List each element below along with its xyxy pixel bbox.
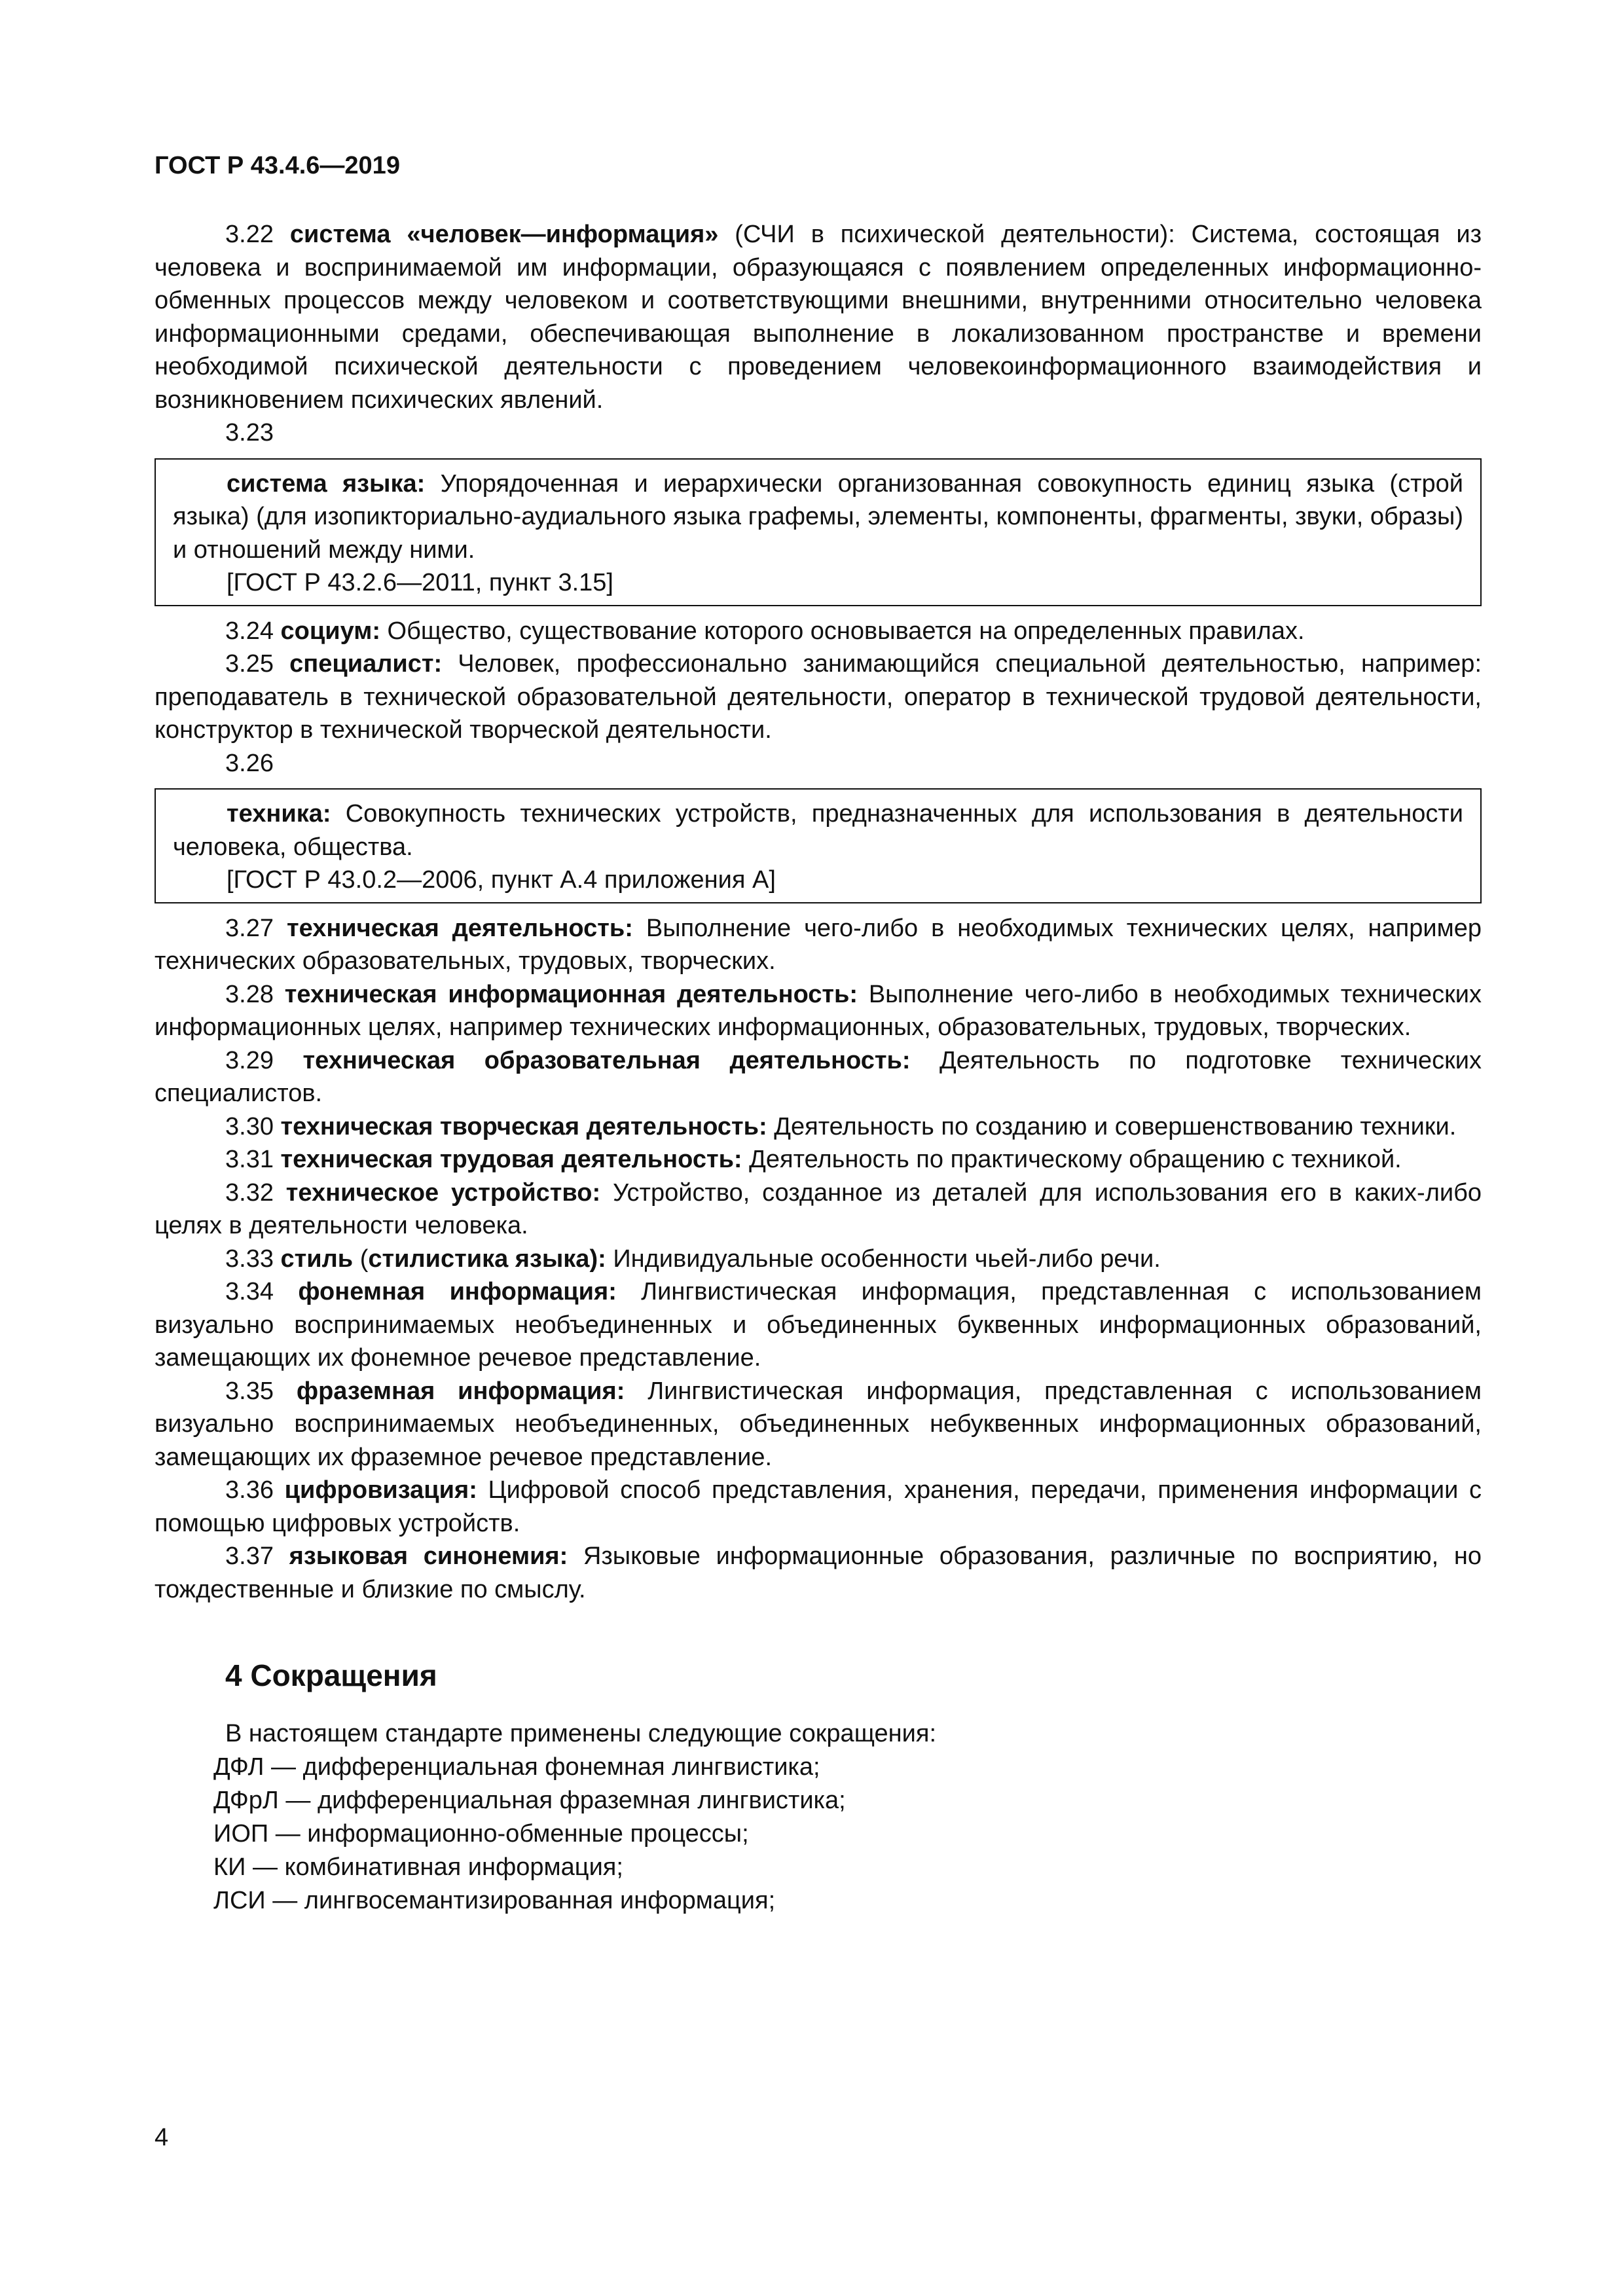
definition-term: фонемная информация:: [298, 1278, 617, 1305]
definition-term: специалист:: [289, 650, 443, 678]
definition-3-31: [155, 1143, 1482, 1176]
definition-3-29: [155, 1044, 1482, 1110]
abbreviation-item: ЛСИ — лингвосемантизированная информация;: [213, 1887, 776, 1914]
definition-3-34: [155, 1275, 1482, 1375]
abbreviations-intro: В настоящем стандарте применены следующие сокращения:: [225, 1720, 937, 1747]
definition-text: Совокупность технических устройств, предназначенных для использования в деятельности человека, общества.: [173, 800, 1463, 861]
definition-text: Упорядоченная и иерархически организованная совокупность единиц языка (строй языка) (для изопиктoриально-аудиального языка графемы, элементы, компоненты, фрагменты, звуки, образы) и отношений между ними.: [173, 469, 1463, 564]
definition-3-25: [155, 647, 1482, 747]
definition-number-3-26: 3.26: [225, 749, 274, 777]
definition-3-36: [155, 1474, 1482, 1540]
definition-3-35: [155, 1375, 1482, 1474]
definition-number: 3.34: [225, 1278, 274, 1305]
definition-text: Языковые информационные образования, различные по восприятию, но тождественные и близкие по смыслу.: [155, 1542, 1482, 1603]
definition-3-26-box: [155, 788, 1482, 903]
definition-text: Деятельность по подготовке технических специалистов.: [155, 1046, 1482, 1107]
section-4-title: 4 Сокращения: [225, 1658, 437, 1692]
page-number: 4: [155, 2124, 169, 2151]
definition-number: 3.27: [225, 914, 274, 942]
definition-term: цифровизация:: [284, 1476, 477, 1504]
definition-text: Деятельность по практическому обращению с техникой.: [742, 1146, 1402, 1173]
definition-number: 3.32: [225, 1178, 274, 1207]
definition-text: Человек, профессионально занимающийся специальной деятельностью, например: преподаватель в технической образовательной деятельности, оператор в технической трудовой деятельности, конструктор в технической творческой деятельности.: [155, 650, 1482, 744]
definition-number: 3.31: [225, 1146, 274, 1173]
document-page: [155, 0, 1482, 2296]
definition-text: Лингвистическая информация, представленная с использованием визуально воспринимаемых необъединенных, объединенных небуквенных информационных образований, замещающих их фраземное речевое представление.: [155, 1377, 1482, 1471]
definition-text: Цифровой способ представления, хранения, передачи, применения информации с помощью цифровых устройств.: [155, 1476, 1482, 1537]
definition-3-30: [155, 1110, 1482, 1144]
definition-3-27: [155, 912, 1482, 978]
abbreviation-item: ДФЛ — дифференциальная фонемная лингвистика;: [213, 1753, 820, 1781]
abbreviations-list: [155, 1751, 1482, 1918]
definition-number: 3.37: [225, 1542, 274, 1570]
definition-text: Выполнение чего-либо в необходимых технических информационных целях, например технических информационных, образовательных, трудовых, творческих.: [155, 980, 1482, 1041]
definition-3-23: [173, 467, 1463, 567]
definition-number: 3.25: [225, 650, 274, 678]
abbreviation-item: ДФрЛ — дифференциальная фраземная лингвистика;: [213, 1787, 846, 1814]
definition-term: языковая синонемия:: [289, 1542, 568, 1570]
standard-code-header: ГОСТ Р 43.4.6—2019: [155, 152, 400, 179]
definition-text: Устройство, созданное из деталей для использования его в каких-либо целях в деятельности человека.: [155, 1178, 1482, 1239]
definition-number-3-23: 3.23: [225, 419, 274, 446]
definition-3-26: [173, 797, 1463, 864]
definition-reference: [ГОСТ Р 43.0.2—2006, пункт А.4 приложения А]: [227, 866, 776, 894]
definition-term: техническая трудовая деятельность:: [280, 1146, 742, 1173]
definition-3-37: [155, 1540, 1482, 1606]
definition-term: система «человек—информация»: [289, 221, 719, 248]
definition-number: 3.28: [225, 980, 274, 1008]
definition-term-parenthesis: (: [353, 1245, 369, 1273]
definition-text: Общество, существование которого основывается на определенных правилах.: [380, 617, 1305, 645]
abbreviation-item: ИОП — информационно-обменные процессы;: [213, 1820, 749, 1848]
definition-term-extra: стилистика языка):: [368, 1245, 606, 1273]
definition-number: 3.36: [225, 1476, 274, 1504]
definition-text: Деятельность по созданию и совершенствованию техники.: [767, 1112, 1457, 1140]
definition-3-28: [155, 978, 1482, 1044]
definition-term: техника:: [227, 800, 331, 828]
definition-number: 3.33: [225, 1245, 274, 1273]
definition-text: Выполнение чего-либо в необходимых технических целях, например технических образовательных, трудовых, творческих.: [155, 914, 1482, 975]
definition-number: 3.22: [225, 221, 274, 248]
definition-term: техническая образовательная деятельность:: [302, 1046, 911, 1074]
definition-term: социум:: [280, 617, 380, 645]
definition-3-32: [155, 1176, 1482, 1243]
definition-term: техническое устройство:: [285, 1178, 601, 1207]
definition-term: система языка:: [227, 469, 426, 498]
abbreviation-item: КИ — комбинативная информация;: [213, 1853, 623, 1881]
definition-number: 3.30: [225, 1112, 274, 1140]
definition-term: техническая творческая деятельность:: [280, 1112, 767, 1140]
definition-number: 3.35: [225, 1377, 274, 1405]
definition-3-33: [155, 1243, 1482, 1276]
definition-term-main: стиль: [280, 1245, 354, 1273]
definition-number: 3.24: [225, 617, 274, 645]
definition-number: 3.29: [225, 1046, 274, 1074]
definition-3-23-box: [155, 458, 1482, 606]
definition-term: техническая деятельность:: [286, 914, 633, 942]
definition-3-24: [155, 615, 1482, 648]
definition-3-22: [155, 218, 1482, 416]
document-content: [155, 218, 1482, 1918]
definition-text: (СЧИ в психической деятельности): Система, состоящая из человека и воспринимаемой им информации, образующаяся с появлением определенных информационно-обменных процессов между человеком и соответствующими внешними, внутренними относительно человека информационными средами, обеспечивающая выполнение в локализованном пространстве и времени необходимой психической деятельности с проведением человекоинформационного взаимодействия и возникновением психических явлений.: [155, 221, 1482, 414]
definition-term: фраземная информация:: [296, 1377, 625, 1405]
definition-text: Индивидуальные особенности чьей-либо речи.: [606, 1245, 1161, 1273]
definition-term: техническая информационная деятельность:: [284, 980, 858, 1008]
definition-text: Лингвистическая информация, представленная с использованием визуально воспринимаемых необъединенных и объединенных буквенных информационных образований, замещающих их фонемное речевое представление.: [155, 1278, 1482, 1372]
definition-reference: [ГОСТ Р 43.2.6—2011, пункт 3.15]: [227, 569, 613, 596]
